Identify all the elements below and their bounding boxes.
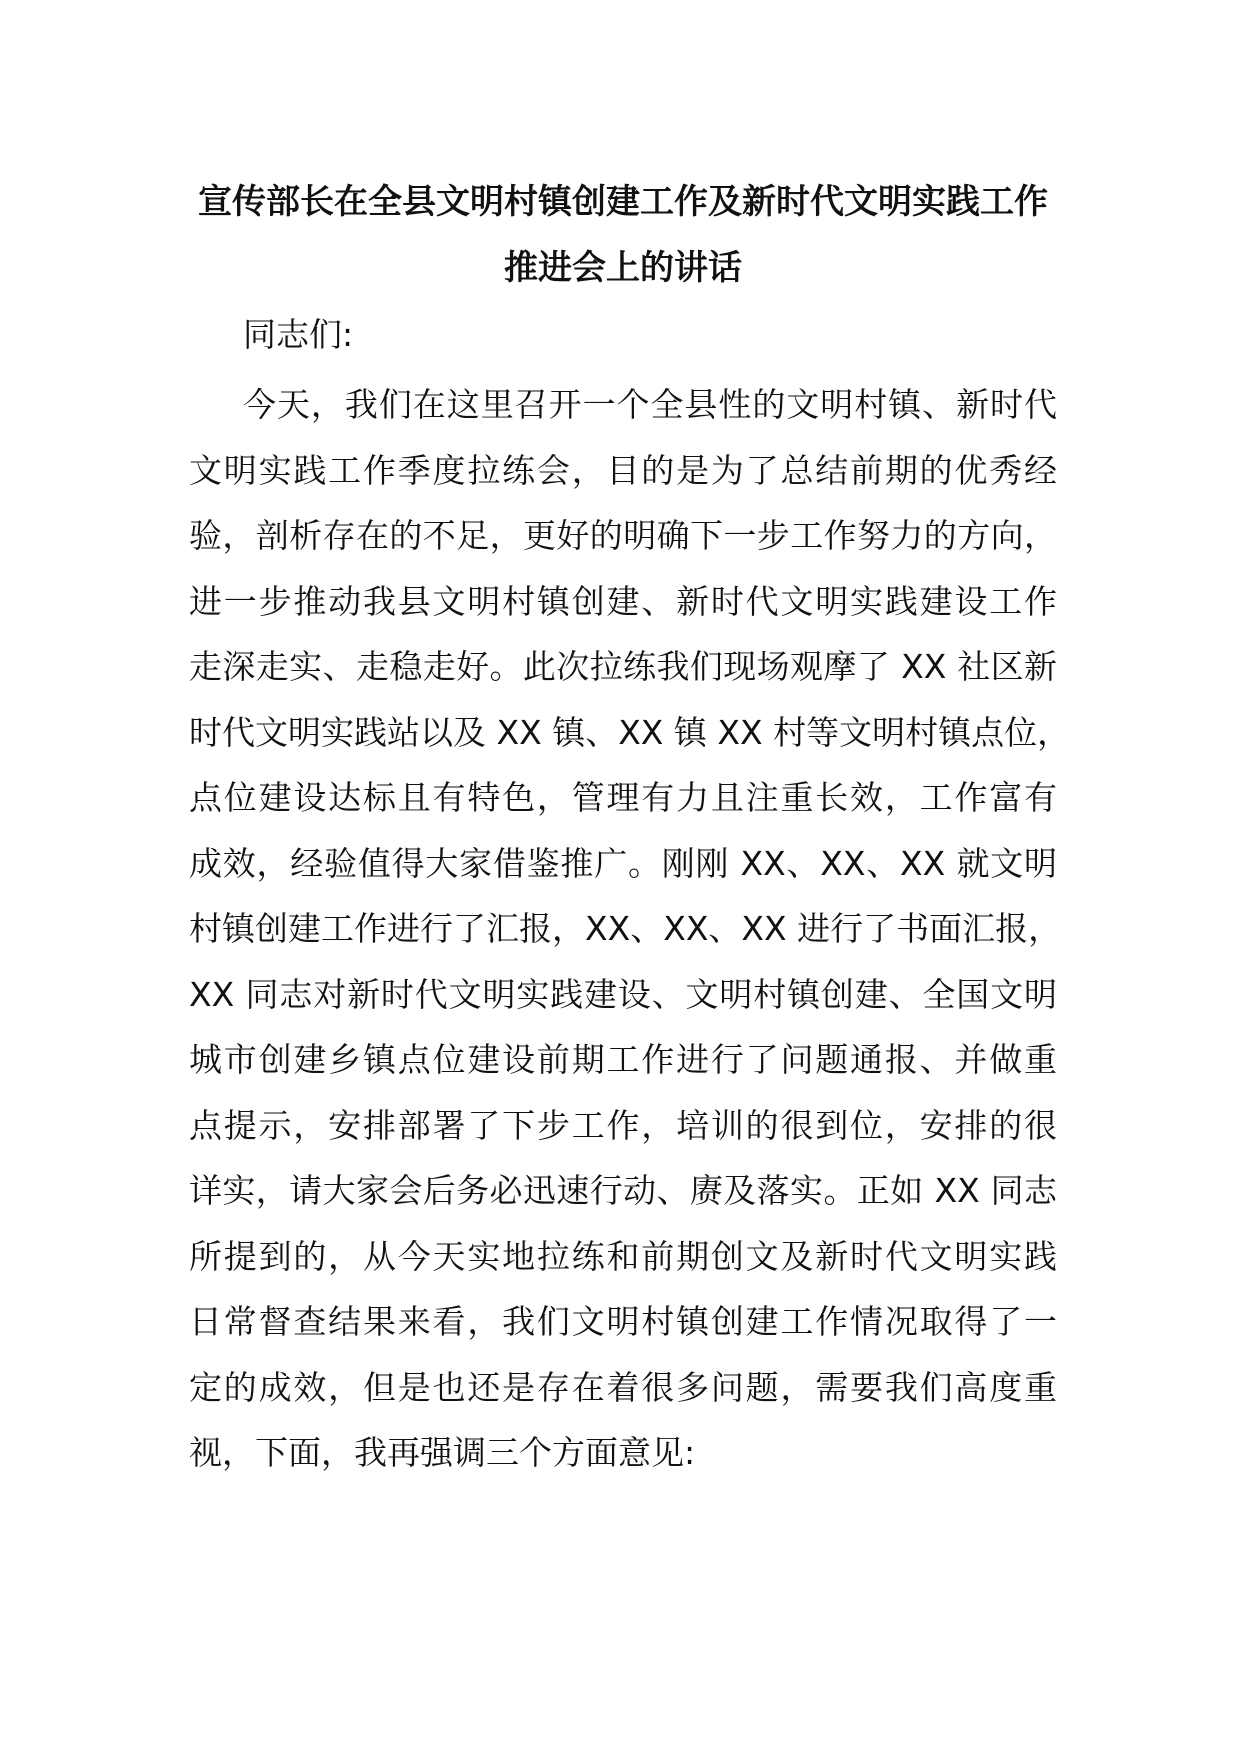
document-title-line-1: 宣传部长在全县文明村镇创建工作及新时代文明实践工作 — [198, 182, 1048, 222]
body-text-line: 视，下面，我再强调三个方面意见: — [189, 1433, 696, 1472]
body-text-line: 走深走实、走稳走好。此次拉练我们现场观摩了 XX 社区新 — [189, 647, 1057, 686]
body-text-line: 文明实践工作季度拉练会，目的是为了总结前期的优秀经 — [189, 450, 1057, 490]
salutation: 同志们: — [243, 315, 354, 354]
body-text-line: 详实，请大家会后务必迅速行动、赓及落实。正如 XX 同志 — [189, 1171, 1057, 1210]
body-text-line: 日常督查结果来看，我们文明村镇创建工作情况取得了一 — [189, 1302, 1057, 1341]
body-text-line: 定的成效，但是也还是存在着很多问题，需要我们高度重 — [189, 1367, 1057, 1407]
body-text-line: 今天，我们在这里召开一个全县性的文明村镇、新时代 — [243, 385, 1057, 424]
body-text-line: 点位建设达标且有特色，管理有力且注重长效，工作富有 — [189, 778, 1057, 817]
body-text-line: 村镇创建工作进行了汇报，XX、XX、XX 进行了书面汇报， — [189, 909, 1062, 948]
document-title-line-2: 推进会上的讲话 — [504, 248, 742, 288]
body-text-line: 验，剖析存在的不足，更好的明确下一步工作努力的方向， — [189, 516, 1057, 555]
body-text-line: 城市创建乡镇点位建设前期工作进行了问题通报、并做重 — [189, 1040, 1057, 1079]
body-text-line: 进一步推动我县文明村镇创建、新时代文明实践建设工作 — [189, 581, 1057, 621]
body-text-line: XX 同志对新时代文明实践建设、文明村镇创建、全国文明 — [189, 974, 1057, 1014]
body-text-line: 时代文明实践站以及 XX 镇、XX 镇 XX 村等文明村镇点位， — [189, 712, 1071, 752]
body-text-line: 所提到的，从今天实地拉练和前期创文及新时代文明实践 — [189, 1236, 1057, 1276]
body-text-line: 点提示，安排部署了下步工作，培训的很到位，安排的很 — [189, 1105, 1057, 1145]
body-text-line: 成效，经验值得大家借鉴推广。刚刚 XX、XX、XX 就文明 — [189, 843, 1057, 883]
